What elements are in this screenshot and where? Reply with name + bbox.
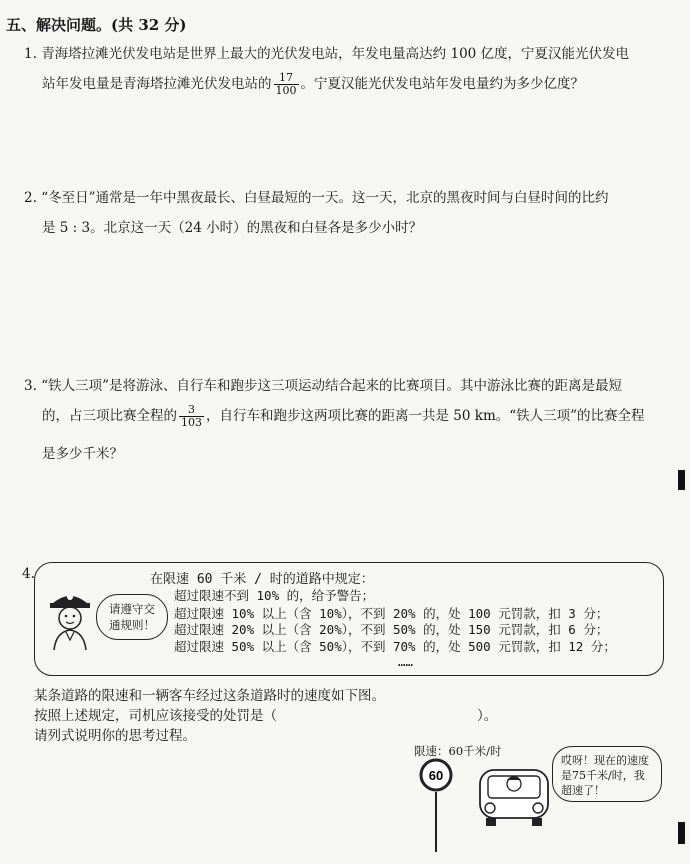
problem-4-line-1: 某条道路的限速和一辆客车经过这条道路时的速度如下图。 xyxy=(34,688,385,704)
section-heading: 五、解决问题。(共 32 分) xyxy=(6,16,187,34)
problem-4-number: 4. xyxy=(22,566,35,582)
scan-edge-mark-lower xyxy=(678,822,685,844)
problem-4-line-2: 按照上述规定，司机应该接受的处罚是（ ）。 xyxy=(34,708,498,724)
problem-3-number: 3. xyxy=(24,378,37,394)
problem-3-line-2: 的，占三项比赛全程的 $\frac{3}{103}$ ，自行车和跑步这两项比赛的距离一共是 50 km。“铁人三项”的比赛全程 xyxy=(42,403,645,429)
problem-2-number: 2. xyxy=(24,190,37,206)
police-speech-bubble: 请遵守交 通规则！ xyxy=(96,594,168,640)
problem-1-line-1: 1. 青海塔拉滩光伏发电站是世界上最大的光伏发电站，年发电量高达约 100 亿度，宁夏汉能光伏发电 xyxy=(24,46,630,62)
problem-1-fraction: $\frac{17}{100}$ xyxy=(275,71,297,97)
problem-2-line-2: 是 5 : 3。北京这一天（24 小时）的黑夜和白昼各是多少小时？ xyxy=(42,220,423,236)
rules-intro: 在限速 60 千米 / 时的道路中规定： xyxy=(150,572,374,587)
driver-speech-bubble: 哎呀！现在的速度是75千米/时，我超速了！ xyxy=(552,746,662,802)
problem-2-line-1: 2. “冬至日”通常是一年中黑夜最长、白昼最短的一天。这一天，北京的黑夜时间与白昼时间的比约 xyxy=(24,190,609,206)
rule-tier-3: 超过限速 50% 以上（含 50%），不到 70% 的，处 500 元罚款，扣 12 分； xyxy=(174,639,616,654)
scan-edge-mark-upper xyxy=(678,470,685,490)
problem-1-number: 1. xyxy=(24,46,37,62)
problem-4-line-3: 请列式说明你的思考过程。 xyxy=(34,728,196,744)
rule-warning: 超过限速不到 10% 的，给予警告； xyxy=(174,588,375,603)
bus-driver-illustration xyxy=(474,760,554,832)
problem-3-line-3: 是多少千米？ xyxy=(42,446,123,462)
problem-1-line-2: 站年发电量是青海塔拉滩光伏发电站的 $\frac{17}{100}$ 。宁夏汉能光伏发电站年发电量约为多少亿度？ xyxy=(42,71,584,97)
speed-limit-sign-icon xyxy=(418,758,454,854)
rule-ellipsis: …… xyxy=(398,654,414,669)
problem-3-fraction: $\frac{3}{103}$ xyxy=(181,403,202,429)
speed-limit-label: 限速：60千米/时 xyxy=(414,744,502,758)
speed-limit-sign-text: 60 xyxy=(428,768,444,783)
rule-tier-2: 超过限速 20% 以上（含 20%），不到 50% 的，处 150 元罚款，扣 6 分； xyxy=(174,622,609,637)
rule-tier-1: 超过限速 10% 以上（含 10%），不到 20% 的，处 100 元罚款，扣 3 分； xyxy=(174,606,609,621)
traffic-police-illustration xyxy=(44,586,96,652)
problem-3-line-1: 3. “铁人三项”是将游泳、自行车和跑步这三项运动结合起来的比赛项目。其中游泳比赛的距离是最短 xyxy=(24,378,622,394)
